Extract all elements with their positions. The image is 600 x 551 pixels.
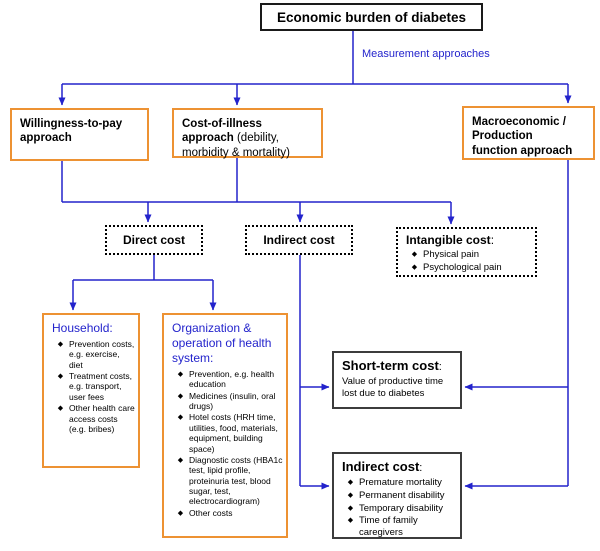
diamond-bullet-icon: ◆ bbox=[177, 414, 184, 422]
indirect-cost-detail-heading: Indirect cost: bbox=[342, 459, 423, 474]
title-box bbox=[260, 3, 483, 31]
bullet-item bbox=[342, 503, 455, 515]
intangible-cost-box bbox=[396, 227, 537, 277]
macro-approach-box bbox=[462, 106, 595, 160]
bullet-item bbox=[52, 371, 135, 402]
short-term-cost-heading: Short-term cost: bbox=[342, 358, 442, 373]
indirect-cost-detail-list bbox=[342, 477, 455, 539]
organization-heading: Organization & operation of health system: bbox=[172, 321, 272, 365]
diamond-bullet-icon: ◆ bbox=[177, 456, 184, 464]
coi-approach-label: Cost-of-illness bbox=[182, 118, 262, 130]
bullet-text: Prevention, e.g. health education bbox=[189, 369, 275, 390]
short-term-cost-body: Value of productive time lost due to diabetes bbox=[342, 375, 444, 399]
indirect-cost-label: Indirect cost bbox=[263, 233, 335, 247]
measurement-approaches-label: Measurement approaches bbox=[362, 48, 490, 60]
bullet-text: Temporary disability bbox=[359, 502, 443, 514]
diamond-bullet-icon: ◆ bbox=[57, 341, 64, 348]
bullet-item bbox=[342, 515, 455, 539]
bullet-text: Time of family caregivers bbox=[359, 515, 418, 539]
bullet-item bbox=[406, 249, 531, 261]
bullet-text: Treatment costs, e.g. transport, user fees bbox=[69, 371, 132, 402]
bullet-item bbox=[172, 508, 283, 519]
coi-note-2: morbidity & mortality) bbox=[182, 146, 290, 159]
diamond-bullet-icon: ◆ bbox=[347, 478, 354, 486]
diamond-bullet-icon: ◆ bbox=[57, 373, 64, 381]
wtp-approach-box bbox=[10, 108, 149, 161]
bullet-text: Hotel costs (HRH time, utilities, food, materials, equipment, building space) bbox=[189, 412, 278, 454]
bullet-text: Other health care access costs (e.g. bribes) bbox=[69, 403, 135, 434]
diamond-bullet-icon: ◆ bbox=[411, 251, 418, 258]
bullet-text: Premature mortality bbox=[359, 476, 442, 488]
diamond-bullet-icon: ◆ bbox=[177, 392, 184, 400]
household-heading: Household: bbox=[52, 321, 113, 335]
bullet-item bbox=[172, 412, 283, 453]
page-title: Economic burden of diabetes bbox=[276, 9, 467, 25]
diamond-bullet-icon: ◆ bbox=[177, 371, 184, 378]
diamond-bullet-icon: ◆ bbox=[347, 517, 354, 525]
bullet-text: Other costs bbox=[189, 507, 233, 518]
bullet-text: Medicines (insulin, oral drugs) bbox=[189, 390, 276, 412]
bullet-item bbox=[172, 391, 283, 412]
bullet-text: Prevention costs, e.g. exercise, diet bbox=[69, 339, 135, 370]
macro-approach-line2: Production bbox=[472, 130, 533, 143]
coi-approach-label-2: approach bbox=[182, 132, 234, 145]
bullet-text: Permanent disability bbox=[359, 489, 445, 501]
diamond-bullet-icon: ◆ bbox=[177, 509, 184, 517]
macro-approach-line1: Macroeconomic / bbox=[472, 116, 566, 128]
indirect-cost-box bbox=[245, 225, 353, 255]
intangible-cost-heading: Intangible cost: bbox=[406, 233, 495, 247]
diamond-bullet-icon: ◆ bbox=[347, 491, 354, 499]
indirect-cost-detail-box bbox=[332, 452, 462, 539]
short-term-cost-box bbox=[332, 351, 462, 409]
bullet-item bbox=[52, 403, 135, 434]
coi-note-1: (debility, bbox=[236, 132, 279, 145]
bullet-item bbox=[172, 455, 283, 507]
bullet-item bbox=[52, 339, 135, 370]
organization-box bbox=[162, 313, 288, 538]
bullet-item bbox=[342, 477, 455, 489]
diamond-bullet-icon: ◆ bbox=[411, 263, 418, 271]
bullet-item bbox=[172, 369, 283, 390]
household-box bbox=[42, 313, 140, 468]
bullet-item bbox=[342, 490, 455, 502]
wtp-approach-label: Willingness-to-pay approach bbox=[20, 118, 123, 145]
coi-approach-box bbox=[172, 108, 323, 158]
intangible-cost-list bbox=[406, 249, 531, 274]
bullet-item bbox=[406, 262, 531, 274]
direct-cost-box bbox=[105, 225, 203, 255]
bullet-text: Diagnostic costs (HBA1c test, lipid profile, proteinuria test, blood sugar, test, electrocardiogram) bbox=[189, 454, 283, 507]
organization-list bbox=[172, 369, 283, 518]
direct-cost-label: Direct cost bbox=[122, 233, 186, 247]
diamond-bullet-icon: ◆ bbox=[347, 504, 354, 512]
macro-approach-line3: function approach bbox=[472, 144, 573, 157]
bullet-text: Physical pain bbox=[423, 249, 479, 260]
diamond-bullet-icon: ◆ bbox=[57, 405, 64, 413]
household-list bbox=[52, 339, 135, 434]
bullet-text: Psychological pain bbox=[423, 261, 502, 273]
